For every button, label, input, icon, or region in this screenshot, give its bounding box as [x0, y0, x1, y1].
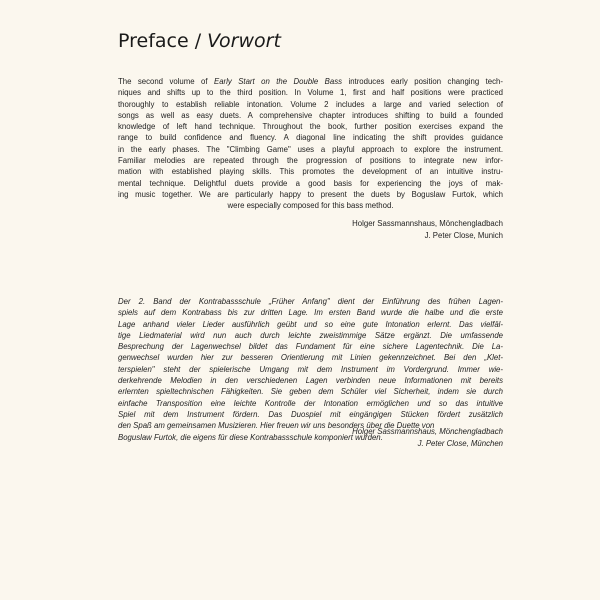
title-german: Vorwort: [207, 30, 281, 52]
text-line: Besprechung der Lagenwechsel bildet das Fundament für eine sichere Lagentechnik. Die La-: [118, 342, 503, 352]
text-line: Der 2. Band der Kontrabassschule „Früher Anfang" dient der Einführung des frühen Lagen-: [118, 297, 503, 306]
text-line: were especially composed for this bass method.: [227, 201, 394, 211]
text-line: [118, 76, 503, 87]
text-line: erlernten spieltechnischen Fähigkeiten. Sie geben dem Schüler viel Sicherheit, indem sie durch: [118, 387, 503, 397]
signature-line: Holger Sassmannshaus, Mönchengladbach: [352, 219, 503, 228]
signature-line: Holger Sassmannshaus, Mönchengladbach: [352, 427, 503, 436]
page-title: [118, 30, 281, 52]
title-english: Preface /: [118, 30, 202, 52]
text-line: niques and shifts up to the third position. In Volume 1, first and half positions were practiced: [118, 88, 503, 98]
signature-german: [352, 426, 503, 450]
text-line: Boguslaw Furtok, die eigens für diese Kontrabassschule komponiert wurden.: [118, 432, 383, 442]
preface-english: [118, 76, 503, 212]
text-line: einfache Transposition eine leichte Kontrolle der Intonation ermöglichen und so das intuitive: [118, 398, 503, 408]
text-line: range to build confidence and fluency. A diagonal line indicating the shift provides guidance: [118, 133, 503, 143]
text-line: spiels auf dem Kontrabass bis zur dritten Lage. Im ersten Band wurde die halbe und die erste: [118, 308, 503, 318]
text-line: terspielen" steht der spielerische Umgang mit dem Instrument im Vordergrund. Immer wie-: [118, 364, 503, 374]
text-line: songs as well as easy duets. A comprehensive chapter introduces shifting to build a founded: [118, 110, 503, 120]
book-title: Early Start on the Double Bass: [214, 77, 343, 86]
text-line: ing music together. We are particularly happy to present the duets by Boguslaw Furtok, which: [118, 189, 503, 199]
text-line: thoroughly to establish reliable intonation. Volume 2 includes a large and varied selection of: [118, 99, 503, 109]
text-line: knowledge of left hand technique. Throughout the book, further position exercises expand the: [118, 122, 503, 132]
text-line: Spiel mit dem Instrument fördern. Das Duospiel mit eingängigen Stücken fördert zusätzlich: [118, 409, 503, 419]
text-line: Familiar melodies are repeated through the progression of positions to integrate new infor-: [118, 156, 503, 166]
signature-line: J. Peter Close, München: [417, 439, 503, 448]
signature-english: [352, 218, 503, 242]
text-line: derkehrende Melodien in den verschiedenen Lagen verbinden neue Informationen mit bereits: [118, 376, 503, 386]
text-line: mation with established playing skills. This promotes the development of an intuitive instru-: [118, 167, 503, 177]
preface-german: [118, 296, 503, 443]
text-run: The second volume of: [118, 77, 214, 86]
text-line: Lage anhand vieler Lieder ausführlich geübt und so eine gute Intonation erlernt. Das vielfäl-: [118, 319, 503, 329]
text-line: den Spaß am gemeinsamen Musizieren. Hier freuen wir uns besonders über die Duette von: [118, 421, 435, 431]
text-line: tige Liedmaterial wird nun auch durch leichte zweistimmige Sätze ergänzt. Die umfassende: [118, 330, 503, 340]
signature-line: J. Peter Close, Munich: [424, 231, 503, 240]
text-run: introduces early position changing tech-: [342, 77, 503, 86]
text-line: genwechsel wurden hier zur besseren Orientierung mit Linien gekennzeichnet. Bei den „Klet-: [118, 353, 503, 363]
text-line: in the early phases. The "Climbing Game" uses a playful approach to explore the instrument.: [118, 144, 503, 154]
text-line: mental technique. Delightful duets provide a good basis for experiencing the joys of mak-: [118, 178, 503, 188]
